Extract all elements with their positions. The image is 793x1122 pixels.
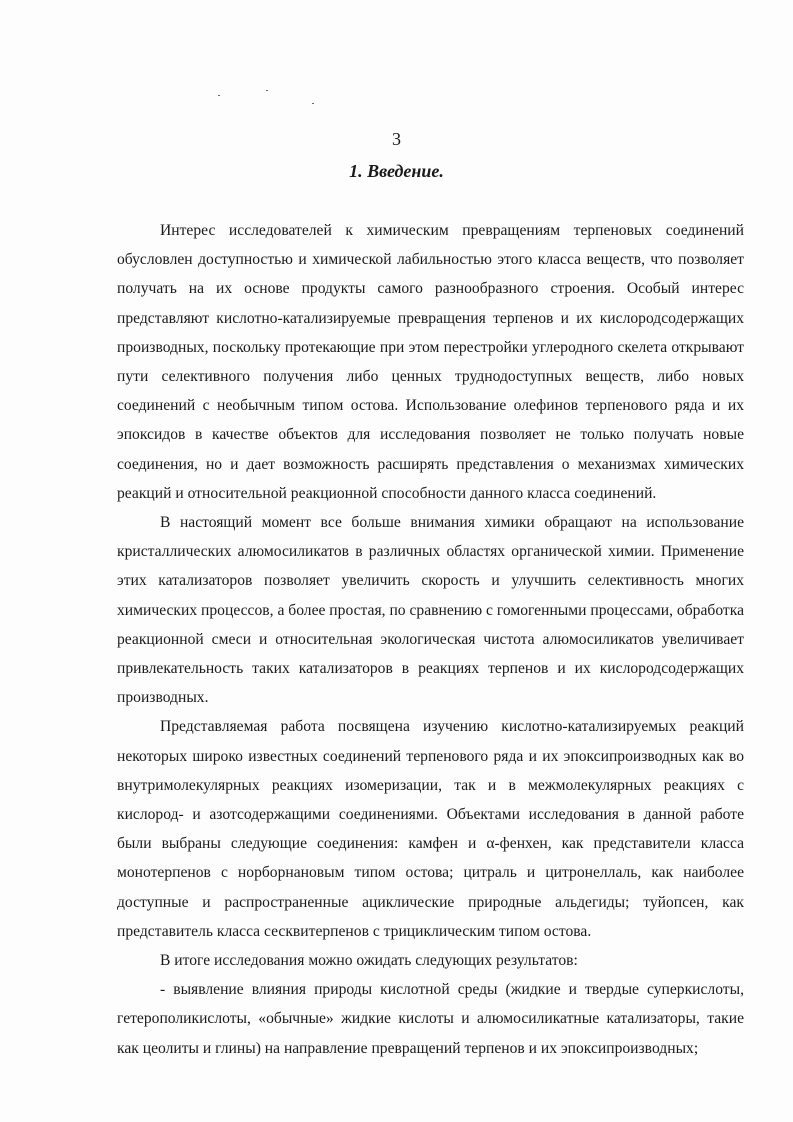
- section-heading: 1. Введение.: [349, 161, 444, 181]
- scan-speck: [218, 95, 220, 96]
- paragraph-4: В итоге исследования можно ожидать следующих результатов:: [160, 952, 578, 970]
- scan-speck: [312, 103, 314, 104]
- paragraph-3: Представляемая работа посвящена изучению кислотно-катализируемых реакций некоторых широко известных соединений терпенового ряда и их эпоксипроизводных как во внутримолекулярных реакциях изомеризации, так и в межмолекулярных реакциях с кислород- и азотсодержащими соединениями. Объектами исследования в данной работе были выбраны следующие соединения: камфен и α-фенхен, как представители класса монотерпенов с норборнановым типом остова; цитраль и цитронеллаль, как наиболее доступные и распространенные ациклические природные альдегиды; туйопсен, как представитель класса сесквитерпенов с трициклическим типом остова.: [117, 718, 744, 940]
- paragraph-5: - выявление влияния природы кислотной среды (жидкие и твердые суперкислоты, гетерополикислоты, «обычные» жидкие кислоты и алюмосиликатные катализаторы, такие как цеолиты и глины) на направление превращений терпенов и их эпоксипроизводных;: [117, 981, 744, 1057]
- page-number: 3: [392, 129, 401, 149]
- paragraph-1: Интерес исследователей к химическим превращениям терпеновых соединений обусловлен доступностью и химической лабильностью этого класса веществ, что позволяет получать на их основе продукты самого разнообразного строения. Особый интерес представляют кислотно-катализируемые превращения терпенов и их кислородсодержащих производных, поскольку протекающие при этом перестройки углеродного скелета открывают пути селективного получения либо ценных труднодоступных веществ, либо новых соединений с необычным типом остова. Использование олефинов терпенового ряда и их эпоксидов в качестве объектов для исследования позволяет не только получать новые соединения, но и дает возможность расширять представления о механизмах химических реакций и относительной реакционной способности данного класса соединений.: [117, 222, 744, 502]
- scan-speck: [266, 90, 268, 91]
- paragraph-2: В настоящий момент все больше внимания химики обращают на использование кристаллических алюмосиликатов в различных областях органической химии. Применение этих катализаторов позволяет увеличить скорость и улучшить селективность многих химических процессов, а более простая, по сравнению с гомогенными процессами, обработка реакционной смеси и относительная экологическая чистота алюмосиликатов увеличивает привлекательность таких катализаторов в реакциях терпенов и их кислородсодержащих производных.: [117, 514, 744, 707]
- body-text: [117, 216, 744, 1063]
